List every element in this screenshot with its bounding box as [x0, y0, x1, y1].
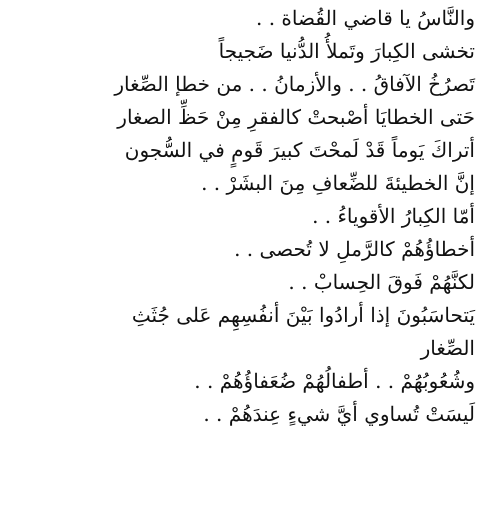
poem-line: أمّا الكِبارُ الأقوياءُ . .	[312, 204, 475, 228]
poem-line: وشُعُوبُهُمْ . . أطفالُهُمْ ضُعَفاؤُهُمْ . .	[194, 369, 475, 393]
poem-line: لكنَّهُمْ فَوقَ الحِسابْ . .	[288, 270, 475, 294]
poem-text-block	[18, 2, 475, 431]
poem-line: حَتى الخطايَا أصْبحتْ كالفقرِ مِنْ حَظِّ الصغار	[117, 105, 475, 129]
poem-line: الصِّغار	[420, 336, 475, 360]
poem-line: أخطاؤُهُمْ كالرَّملِ لا تُحصى . .	[234, 237, 475, 261]
poem-line: لَيسَتْ تُساوي أيَّ شيءٍ عِندَهُمْ . .	[203, 402, 475, 426]
poem-line: والنَّاسُ يا قاضي القُضاة . .	[255, 6, 475, 30]
poem-line: أتراكَ يَوماً قَدْ لَمحْتَ كبيرَ قَومٍ في السُّجون	[124, 138, 475, 162]
poem-line: يَتحاسَبُونَ إذا أرادُوا بَيْنَ أنفُسِهِم عَلى جُثَثِ	[131, 303, 475, 327]
poem-line: تَصرُخُ الآفاقُ . . والأزمانُ . . من خطإ الصِّغار	[114, 72, 475, 96]
poem-line: إنَّ الخطيئةَ للضِّعافِ مِنَ البشَرْ . .	[201, 171, 475, 195]
poem-line: تخشى الكِبارَ وتَملأُ الدُّنيا ضَجيجاً	[218, 39, 475, 63]
